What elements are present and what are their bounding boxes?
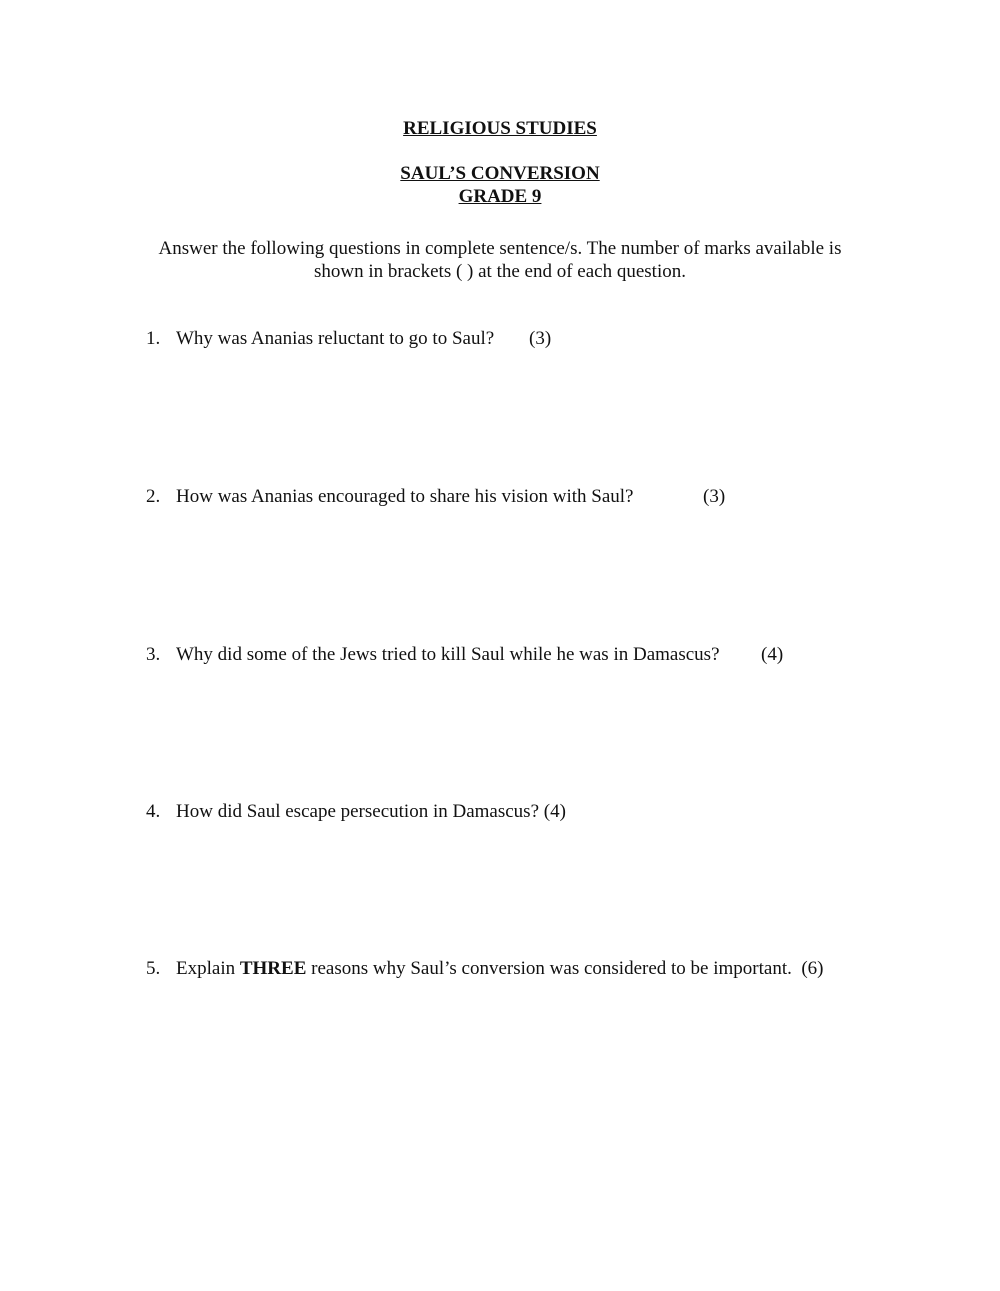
question-text: How did Saul escape persecution in Damascus? (176, 801, 540, 822)
question-text-emphasis: THREE (239, 958, 307, 979)
grade-title: GRADE 9 (458, 186, 542, 207)
question-4 (146, 800, 566, 823)
question-text: Why was Ananias reluctant to go to Saul? (176, 328, 495, 349)
instructions-line-2: shown in brackets ( ) at the end of each question. (314, 261, 686, 282)
question-text: How was Ananias encouraged to share his vision with Saul? (176, 486, 634, 507)
question-marks: (3) (703, 486, 726, 507)
question-marks: (4) (761, 644, 784, 665)
question-marks: (6) (801, 958, 824, 979)
question-number: 2. (146, 486, 161, 507)
question-1 (146, 327, 552, 350)
question-number: 1. (146, 328, 161, 349)
question-number: 3. (146, 644, 161, 665)
question-text-before: Explain (176, 958, 240, 979)
instructions-line-1: Answer the following questions in complete sentence/s. The number of marks available is (158, 238, 842, 259)
question-3 (146, 643, 784, 666)
question-number: 4. (146, 801, 161, 822)
question-2 (146, 485, 726, 508)
question-text-after: reasons why Saul’s conversion was considered to be important. (306, 958, 792, 979)
question-marks: (4) (543, 801, 566, 822)
question-text: Why did some of the Jews tried to kill Saul while he was in Damascus? (176, 644, 720, 665)
question-number: 5. (146, 958, 161, 979)
subject-title: RELIGIOUS STUDIES (403, 118, 597, 139)
question-marks: (3) (529, 328, 552, 349)
topic-title: SAUL’S CONVERSION (400, 163, 600, 184)
question-5 (146, 957, 824, 980)
